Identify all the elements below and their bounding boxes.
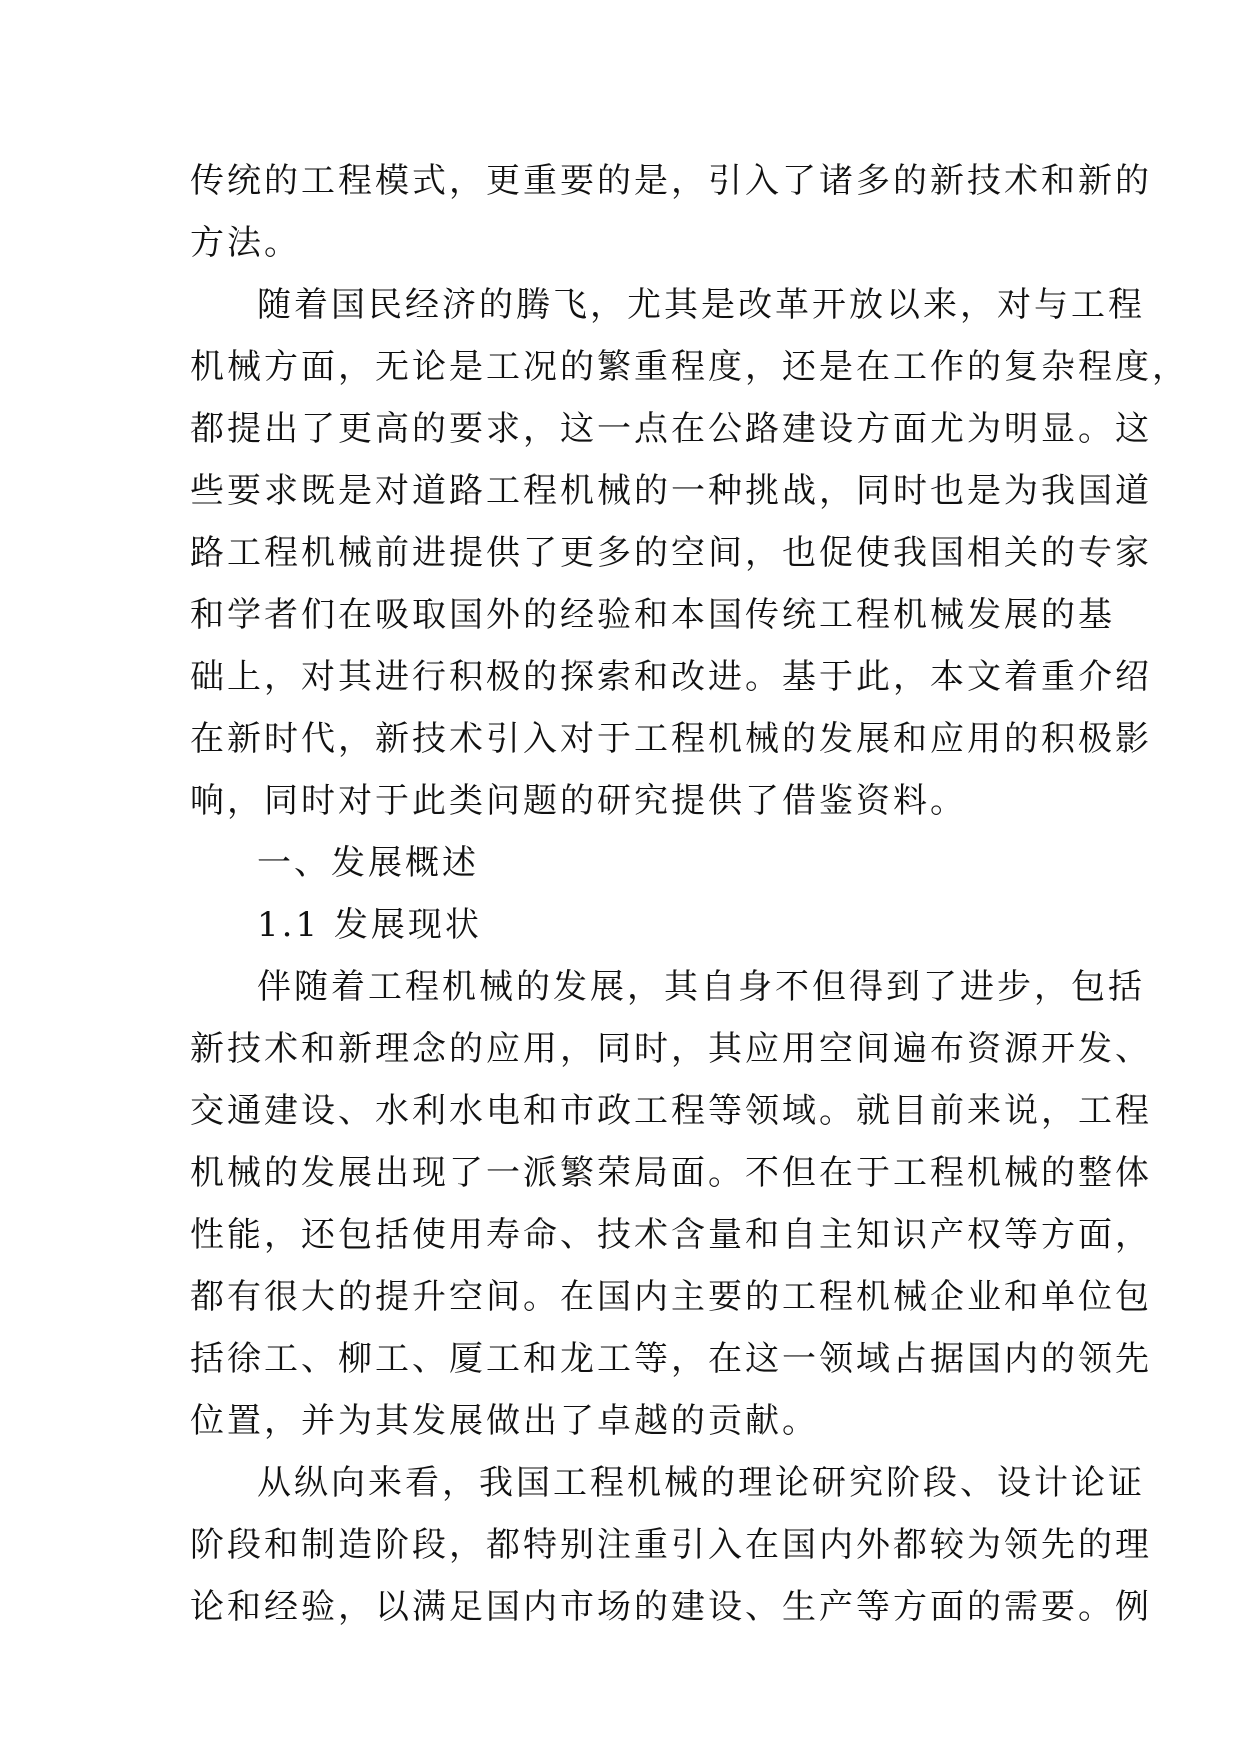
- body-line: 阶段和制造阶段，都特别注重引入在国内外都较为领先的理: [190, 1525, 1152, 1565]
- body-line: 新技术和新理念的应用，同时，其应用空间遍布资源开发、: [190, 1029, 1152, 1069]
- body-line: 和学者们在吸取国外的经验和本国传统工程机械发展的基: [190, 595, 1115, 635]
- body-line: 都有很大的提升空间。在国内主要的工程机械企业和单位包: [190, 1277, 1152, 1317]
- subsection-heading: 1.1 发展现状: [257, 905, 482, 945]
- body-line: 位置，并为其发展做出了卓越的贡献。: [190, 1401, 819, 1441]
- body-line: 础上，对其进行积极的探索和改进。基于此，本文着重介绍: [190, 657, 1152, 697]
- paragraph-first-line: 从纵向来看，我国工程机械的理论研究阶段、设计论证: [257, 1463, 1145, 1503]
- paragraph-first-line: 随着国民经济的腾飞，尤其是改革开放以来，对与工程: [257, 285, 1145, 325]
- body-line: 传统的工程模式，更重要的是，引入了诸多的新技术和新的: [190, 161, 1152, 201]
- body-line: 在新时代，新技术引入对于工程机械的发展和应用的积极影: [190, 719, 1152, 759]
- body-line: 机械的发展出现了一派繁荣局面。不但在于工程机械的整体: [190, 1153, 1152, 1193]
- body-line: 方法。: [190, 223, 301, 263]
- body-line: 论和经验，以满足国内市场的建设、生产等方面的需要。例: [190, 1587, 1152, 1627]
- body-line: 括徐工、柳工、厦工和龙工等，在这一领域占据国内的领先: [190, 1339, 1152, 1379]
- body-line: 路工程机械前进提供了更多的空间，也促使我国相关的专家: [190, 533, 1152, 573]
- body-line: 响，同时对于此类问题的研究提供了借鉴资料。: [190, 781, 967, 821]
- section-heading: 一、发展概述: [257, 843, 479, 883]
- body-line: 交通建设、水利水电和市政工程等领域。就目前来说，工程: [190, 1091, 1152, 1131]
- paragraph-first-line: 伴随着工程机械的发展，其自身不但得到了进步，包括: [257, 967, 1145, 1007]
- body-line: 性能，还包括使用寿命、技术含量和自主知识产权等方面，: [190, 1215, 1152, 1255]
- body-line: 机械方面，无论是工况的繁重程度，还是在工作的复杂程度，: [190, 347, 1189, 387]
- body-line: 都提出了更高的要求，这一点在公路建设方面尤为明显。这: [190, 409, 1152, 449]
- body-line: 些要求既是对道路工程机械的一种挑战，同时也是为我国道: [190, 471, 1152, 511]
